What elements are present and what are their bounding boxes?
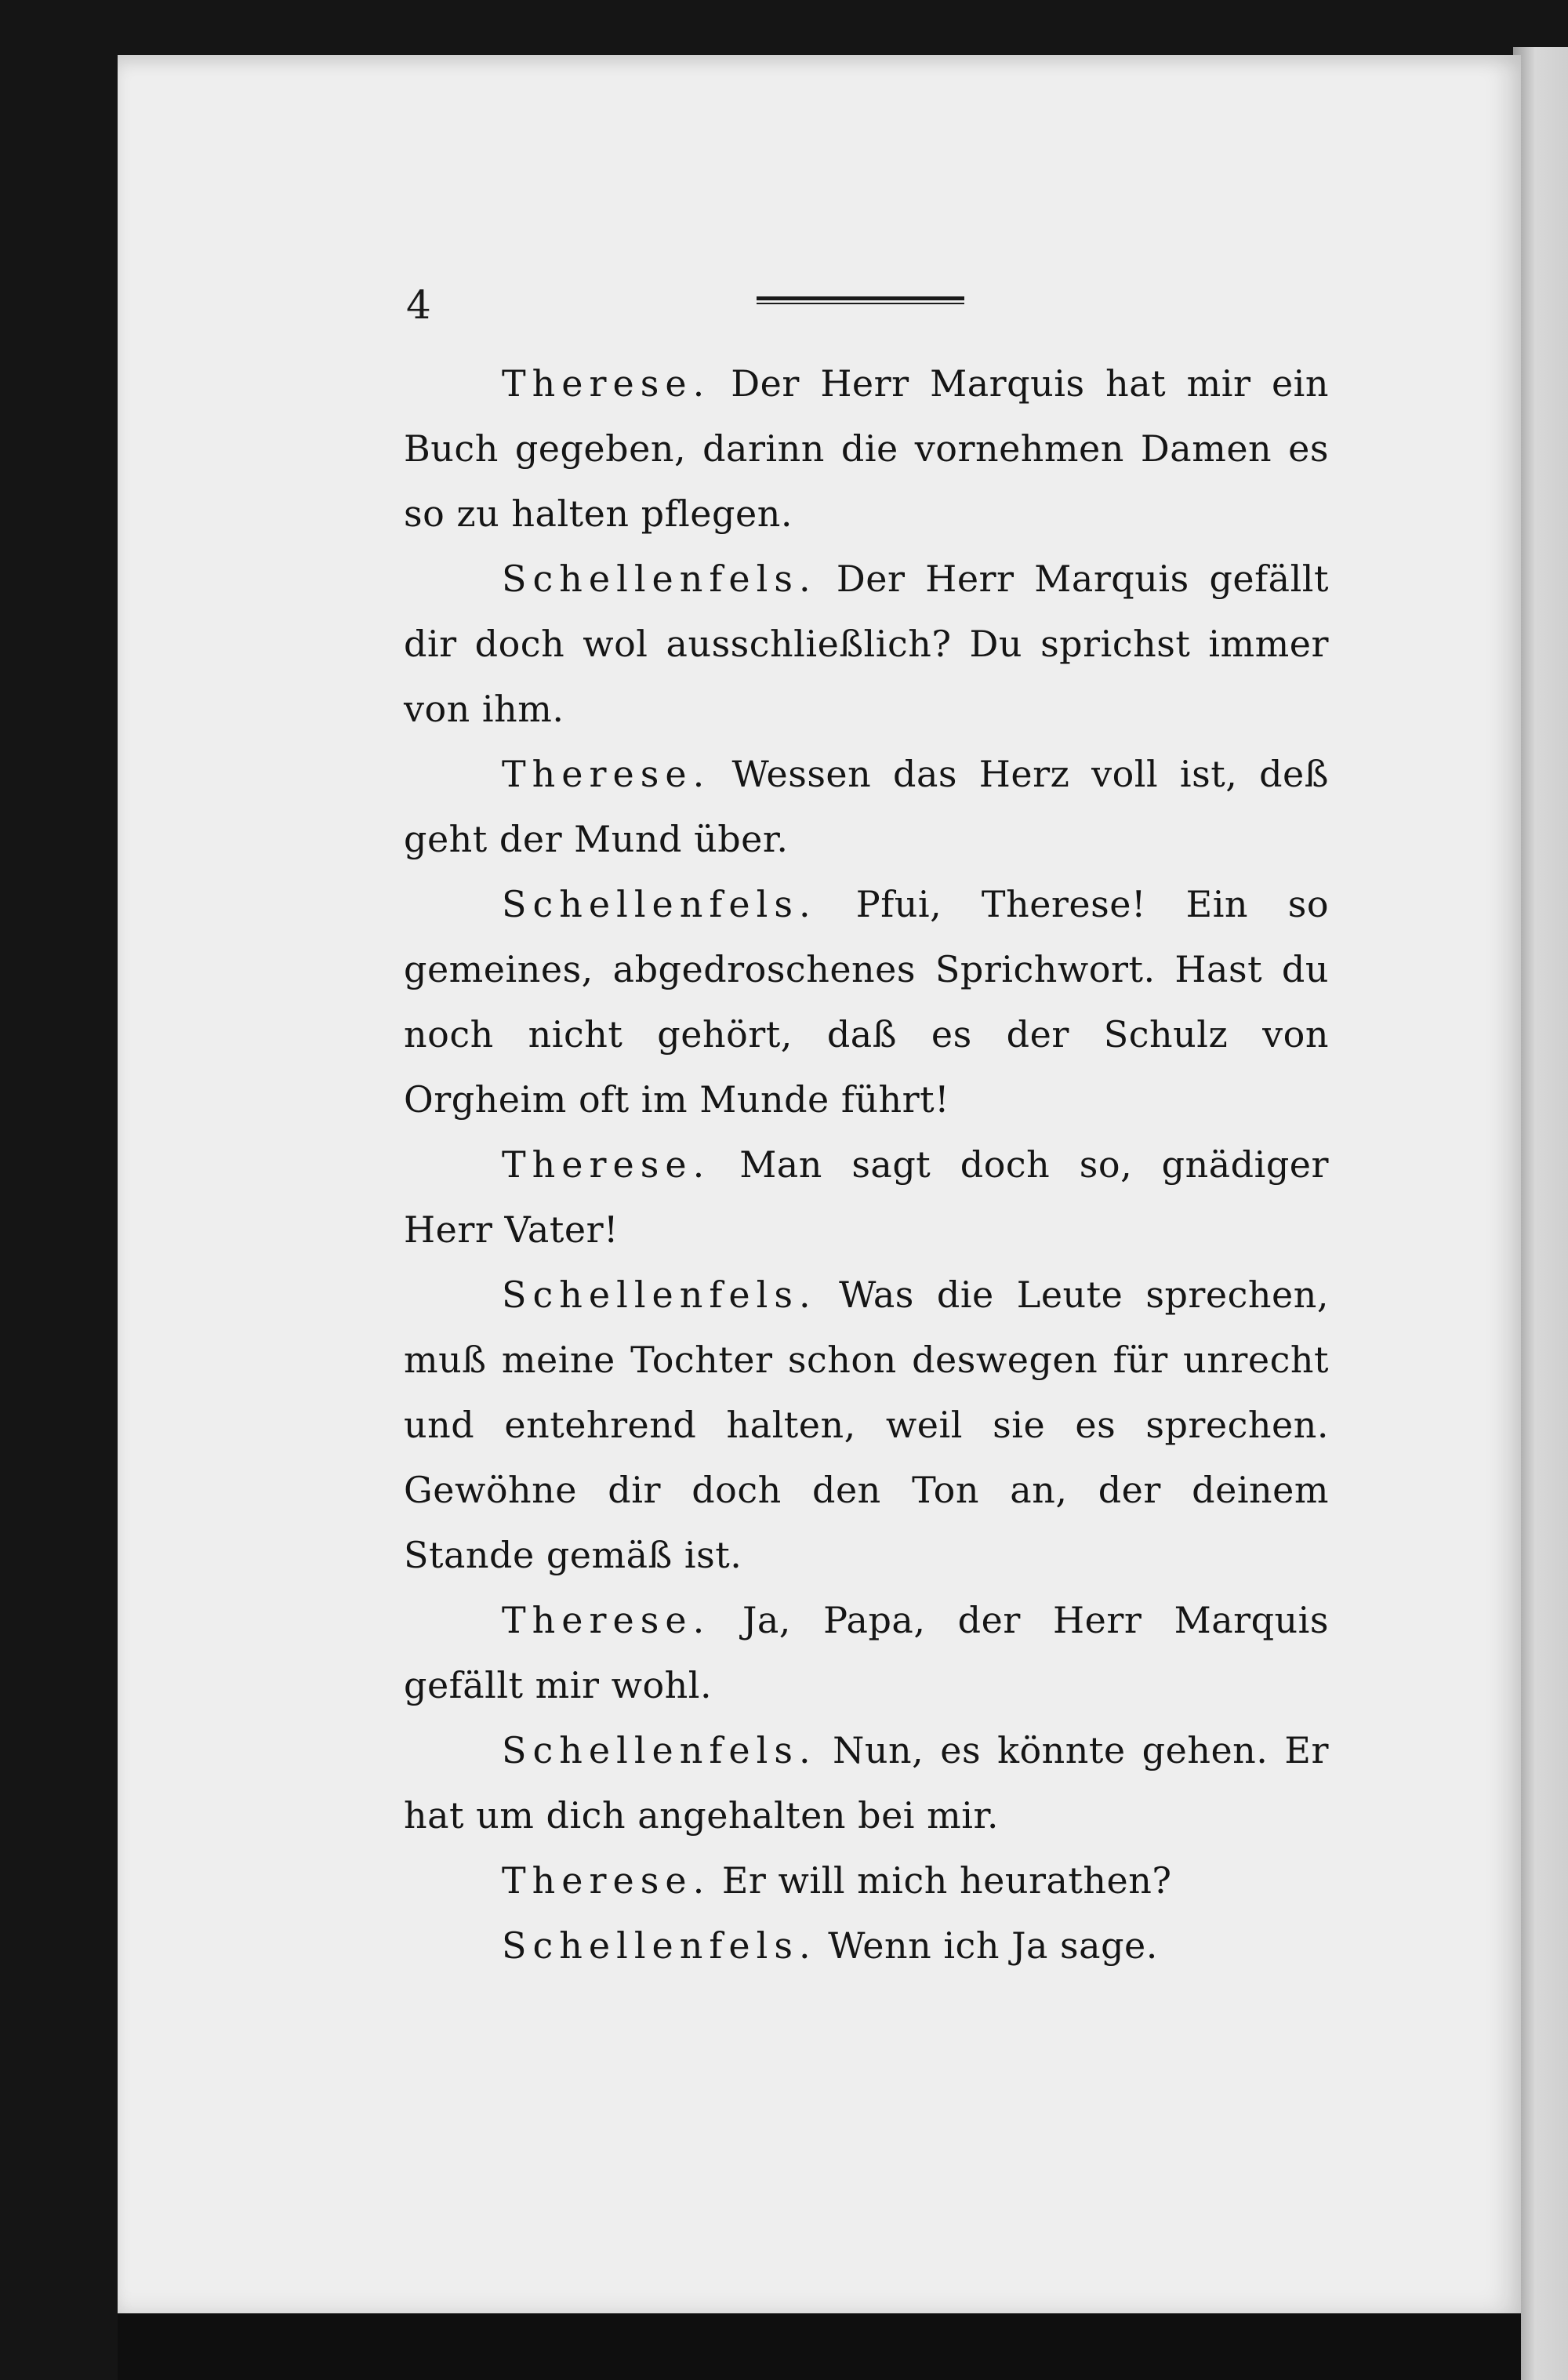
speaker-name: Schellenfels.	[502, 1274, 817, 1316]
speaker-name: Therese.	[502, 362, 711, 405]
header-rule	[757, 296, 964, 304]
dialogue-text	[404, 351, 1329, 1978]
speaker-name: Schellenfels.	[502, 1729, 817, 1771]
speech-text: Was die Leute sprechen, muß meine Tochter schon deswegen für unrecht und entehrend halten, weil sie es sprechen. Gewöhne dir doch den Ton an, der deinem Stande gemäß ist.	[404, 1274, 1329, 1576]
speech-text: Er will mich heurathen?	[721, 1859, 1172, 1902]
speaker-name: Therese.	[502, 753, 711, 795]
page-number: 4	[406, 282, 431, 328]
dialogue-paragraph	[404, 1132, 1329, 1263]
dialogue-paragraph	[404, 1263, 1329, 1588]
speech-text: Man sagt doch so, gnädiger Herr Vater!	[404, 1143, 1329, 1251]
dialogue-paragraph	[404, 1588, 1329, 1718]
dialogue-paragraph	[404, 1913, 1329, 1978]
adjacent-page-edge	[1513, 47, 1568, 2380]
dialogue-paragraph	[404, 351, 1329, 547]
speech-text: Pfui, Therese! Ein so gemeines, abgedroschenes Sprichwort. Hast du noch nicht gehört, daß es der Schulz von Orgheim oft im Munde führt!	[404, 883, 1330, 1121]
dialogue-paragraph	[404, 742, 1329, 872]
dialogue-paragraph	[404, 1718, 1329, 1848]
speaker-name: Schellenfels.	[502, 1924, 817, 1967]
speech-text: Wenn ich Ja sage.	[828, 1924, 1158, 1967]
dialogue-paragraph	[404, 872, 1329, 1132]
speaker-name: Schellenfels.	[502, 558, 817, 600]
speech-text: Nun, es könnte gehen. Er hat um dich angehalten bei mir.	[404, 1729, 1330, 1837]
speech-text: Der Herr Marquis gefällt dir doch wol ausschließlich? Du sprichst immer von ihm.	[404, 558, 1329, 730]
speech-text: Wessen das Herz voll ist, deß geht der Mund über.	[404, 753, 1330, 860]
speaker-name: Schellenfels.	[502, 883, 817, 925]
speech-text: Ja, Papa, der Herr Marquis gefällt mir wohl.	[404, 1599, 1329, 1706]
speaker-name: Therese.	[502, 1599, 711, 1641]
speaker-name: Therese.	[502, 1859, 711, 1902]
scan-bottom-edge	[118, 2313, 1521, 2380]
dialogue-paragraph	[404, 1848, 1329, 1913]
speech-text: Der Herr Marquis hat mir ein Buch gegeben, darinn die vornehmen Damen es so zu halten pflegen.	[404, 362, 1330, 535]
speaker-name: Therese.	[502, 1143, 711, 1186]
dialogue-paragraph	[404, 547, 1329, 742]
